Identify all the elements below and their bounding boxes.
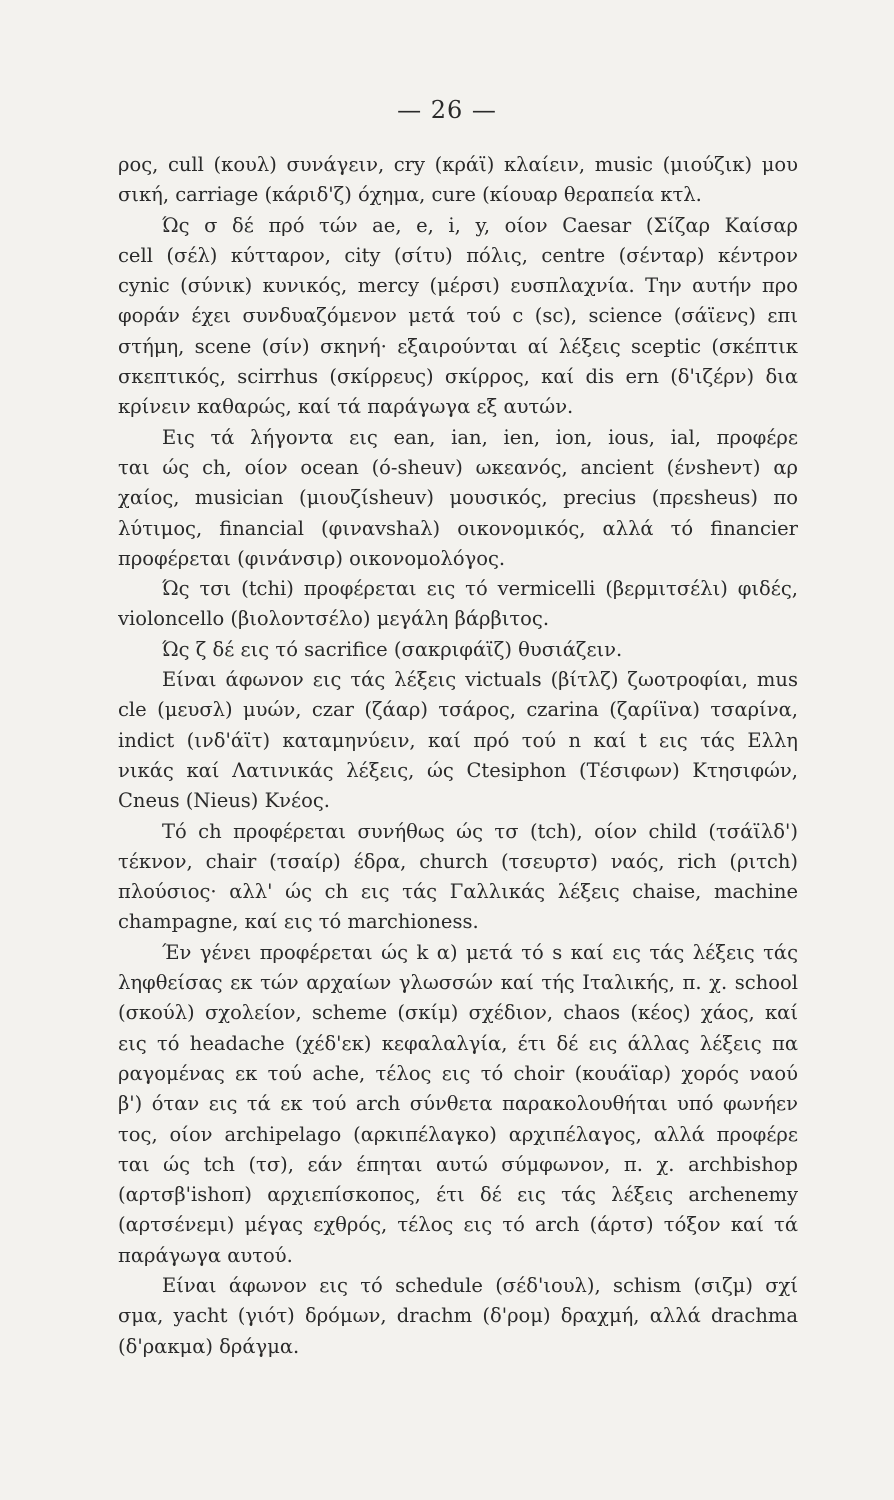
text-line: νικάς καί Λατινικάς λέξεις, ώς Ctesiphon (Τέσιφων) Κτησιφών,: [118, 758, 798, 782]
text-line: λύτιμος, financial (φιναvshaλ) οικονομικός, αλλά τό financier: [118, 516, 798, 540]
text-line: β') όταν εις τά εκ τού arch σύνθετα παρακολουθήται υπό φωνήεν: [118, 1092, 798, 1116]
text-line: εις τό headache (χέδ'εκ) κεφαλαλγία, έτι δέ εις άλλας λέξεις πα: [118, 1031, 798, 1055]
text-line: σμα, yacht (γιότ) δρόμων, drachm (δ'ρομ) δραχμή, αλλά drachma: [118, 1304, 798, 1328]
text-line: πλούσιος· αλλ' ώς ch εις τάς Γαλλικάς λέξεις chaise, machine: [118, 880, 798, 904]
text-line: (αρτσένεμι) μέγας εχθρός, τέλος εις τό arch (άρτσ) τόξον καί τά: [118, 1213, 798, 1237]
text-line: τέκνον, chair (τσαίρ) έδρα, church (τσευρτσ) ναός, rich (ριτch): [118, 849, 798, 873]
text-line: Τό ch προφέρεται συνήθως ώς τσ (tch), οίον child (τσάϊλδ'): [162, 819, 798, 843]
text-line: indict (ινδ'άϊτ) καταμηνύειν, καί πρό τού n καί t εις τάς Ελλη: [118, 728, 798, 752]
text-line: (δ'ρακμα) δράγμα.: [118, 1334, 300, 1358]
text-line: ληφθείσας εκ τών αρχαίων γλωσσών καί τής Ιταλικής, π. χ. school: [118, 971, 798, 995]
text-line: (σκούλ) σχολείον, scheme (σκίμ) σχέδιον, chaos (κέος) χάος, καί: [118, 1001, 798, 1025]
text-line: προφέρεται (φινάνσιρ) οικονομολόγος.: [118, 546, 506, 570]
text-line: παράγωγα αυτού.: [118, 1243, 293, 1267]
text-line: champagne, καί εις τό marchioness.: [118, 910, 479, 934]
text-line: Ώς τσι (tchi) προφέρεται εις τό vermicelli (βερμιτσέλι) φιδές,: [162, 577, 798, 601]
text-line: σική, carriage (κάριδ'ζ) όχημα, cure (κίουαρ θεραπεία κτλ.: [118, 183, 702, 207]
text-line: φοράν έχει συνδυαζόμενον μετά τού c (sc), science (σάϊενς) επι: [118, 304, 798, 328]
page-number: — 26 —: [397, 96, 497, 124]
text-line: ται ώς tch (τσ), εάν έπηται αυτώ σύμφωνον, π. χ. archbishop: [118, 1152, 798, 1176]
text-line: κρίνειν καθαρώς, καί τά παράγωγα εξ αυτών.: [118, 395, 574, 419]
text-line: ται ώς ch, οίον ocean (ό-sheuv) ωκεανός, ancient (ένsheντ) αρ: [118, 455, 798, 479]
text-line: cle (μευσλ) μυών, czar (ζάαρ) τσάρος, czarina (ζαρίϊνα) τσαρίνα,: [118, 698, 798, 722]
text-line: σκεπτικός, scirrhus (σκίρρευς) σκίρρος, καί dis ern (δ'ιζέρν) δια: [118, 365, 798, 389]
text-line: Είναι άφωνον εις τάς λέξεις victuals (βίτλζ) ζωοτροφίαι, mus: [162, 668, 798, 692]
body-text: [118, 150, 798, 1362]
text-line: χαίος, musician (μιουζίsheuv) μουσικός, precius (πρεsheus) πο: [118, 486, 798, 510]
text-line: Cneus (Nieus) Κνέος.: [118, 789, 330, 813]
text-line: ρος, cull (κουλ) συνάγειν, cry (κράϊ) κλαίειν, music (μιούζικ) μου: [118, 153, 798, 176]
text-line: Εις τά λήγοντα εις ean, ian, ien, ion, ious, ial, προφέρε: [162, 425, 798, 449]
text-line: cynic (σύνικ) κυνικός, mercy (μέρσι) ευσπλαχνία. Την αυτήν προ: [118, 274, 798, 298]
text-line: Έν γένει προφέρεται ώς k α) μετά τό s καί εις τάς λέξεις τάς: [162, 940, 798, 964]
text-line: Ώς σ δέ πρό τών ae, e, i, y, οίον Caesar (Σίζαρ Καίσαρ: [162, 213, 798, 237]
text-line: (αρτσβ'ishoπ) αρχιεπίσκοπος, έτι δέ εις τάς λέξεις archenemy: [118, 1183, 798, 1207]
text-line: cell (σέλ) κύτταρον, city (σίτυ) πόλις, centre (σένταρ) κέντρον: [118, 243, 798, 267]
text-line: Ώς ζ δέ εις τό sacrifice (σακριφάϊζ) θυσιάζειν.: [162, 637, 623, 661]
text-line: στήμη, scene (σίν) σκηνή· εξαιρούνται αί λέξεις sceptic (σκέπτικ: [118, 334, 798, 358]
text-line: ραγομένας εκ τού ache, τέλος εις τό choir (κουάϊαρ) χορός ναού: [118, 1061, 798, 1085]
text-line: violoncello (βιολοντσέλο) μεγάλη βάρβιτος.: [118, 607, 550, 631]
text-line: Είναι άφωνον εις τό schedule (σέδ'ιουλ), schism (σιζμ) σχί: [162, 1273, 798, 1297]
text-line: τος, οίον archipelago (αρκιπέλαγκο) αρχιπέλαγος, αλλά προφέρε: [118, 1122, 798, 1146]
